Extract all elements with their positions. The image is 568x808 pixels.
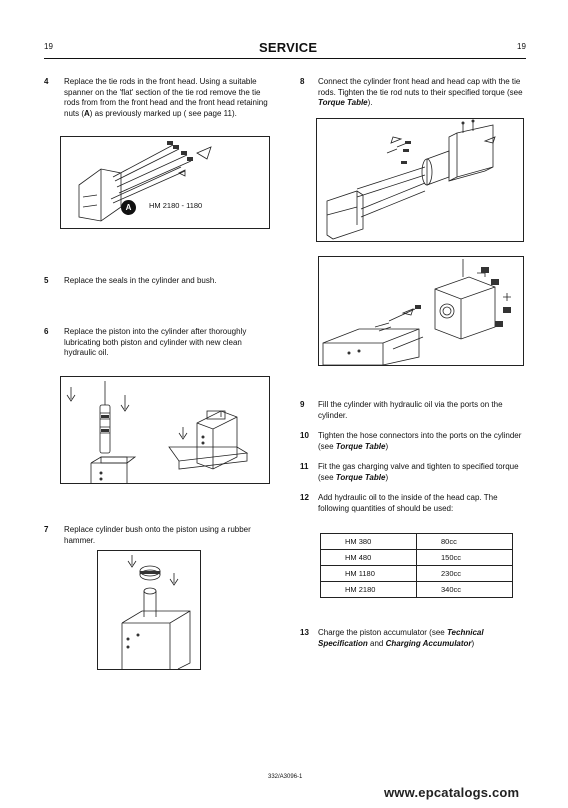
model-cell: HM 480 [321, 550, 417, 566]
step-12-number: 12 [300, 493, 309, 502]
page-number-right: 19 [517, 42, 526, 51]
step-9-number: 9 [300, 400, 305, 409]
figure-piston-into-cylinder [60, 376, 270, 484]
step-5-number: 5 [44, 276, 49, 285]
step-9-text: Fill the cylinder with hydraulic oil via the ports on the cylinder. [318, 400, 503, 420]
table-row [321, 582, 513, 598]
table-row [321, 566, 513, 582]
quantity-cell: 80cc [417, 534, 513, 550]
step-13-number: 13 [300, 628, 309, 637]
figure-head-cap-tie-rods [316, 118, 524, 242]
step-8-text: Connect the cylinder front head and head cap with the tie rods. Tighten the tie rod nuts to their specified torque (see Torque Table). [318, 77, 523, 107]
step-7-number: 7 [44, 525, 49, 534]
step-11-number: 11 [300, 462, 309, 471]
page-title: SERVICE [259, 40, 318, 55]
watermark: www.epcatalogs.com [384, 785, 520, 800]
figure-model-label: HM 2180 - 1180 [149, 201, 203, 210]
oil-quantity-table [320, 533, 513, 598]
step-13-text: Charge the piston accumulator (see Technical Specification and Charging Accumulator) [318, 628, 484, 648]
step-6-text: Replace the piston into the cylinder after thoroughly lubricating both piston and cylinder with new clean hydraulic oil. [64, 327, 247, 357]
document-code: 332/A3096-1 [268, 774, 303, 780]
figure-ports-connectors [318, 256, 524, 366]
model-cell: HM 2180 [321, 582, 417, 598]
step-4-number: 4 [44, 77, 49, 86]
step-4-text: Replace the tie rods in the front head. Using a suitable spanner on the 'flat' section of the tie rod remove the tie rods from from the front head and the front head retaining nuts (A) as previously marked up ( see page 11). [64, 77, 268, 118]
table-row [321, 534, 513, 550]
quantity-cell: 340cc [417, 582, 513, 598]
table-row [321, 550, 513, 566]
callout-a-marker: A [121, 200, 136, 215]
page-number-left: 19 [44, 42, 53, 51]
header-rule [44, 58, 526, 59]
step-11-text: Fit the gas charging valve and tighten to specified torque (see Torque Table) [318, 462, 519, 482]
figure-cylinder-bush [97, 550, 201, 670]
figure-tie-rods-front-head [60, 136, 270, 229]
callout-reference: A [84, 108, 90, 118]
step-8-number: 8 [300, 77, 305, 86]
model-cell: HM 380 [321, 534, 417, 550]
step-5-text: Replace the seals in the cylinder and bush. [64, 276, 217, 285]
model-cell: HM 1180 [321, 566, 417, 582]
quantity-cell: 230cc [417, 566, 513, 582]
step-10-number: 10 [300, 431, 309, 440]
step-12-text: Add hydraulic oil to the inside of the head cap. The following quantities of should be used: [318, 493, 498, 513]
step-10-text: Tighten the hose connectors into the ports on the cylinder (see Torque Table) [318, 431, 522, 451]
quantity-cell: 150cc [417, 550, 513, 566]
step-6-number: 6 [44, 327, 49, 336]
step-7-text: Replace cylinder bush onto the piston using a rubber hammer. [64, 525, 251, 545]
